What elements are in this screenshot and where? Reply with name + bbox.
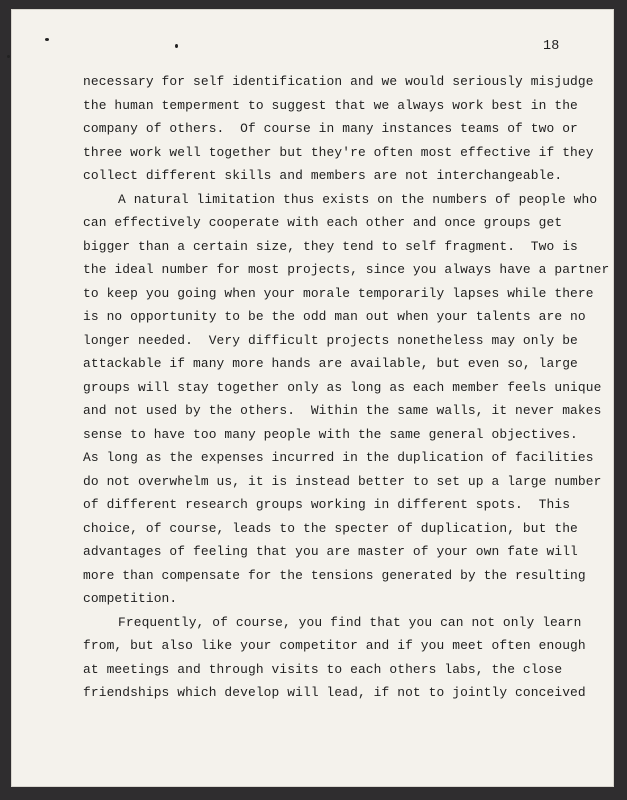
ink-speck [7, 55, 10, 58]
text-line: is no opportunity to be the odd man out when your talents are no [83, 309, 586, 324]
text-line: sense to have too many people with the same general objectives. [83, 427, 578, 442]
text-line: groups will stay together only as long as each member feels unique [83, 380, 602, 395]
document-page [11, 9, 614, 787]
text-line: and not used by the others. Within the same walls, it never makes [83, 403, 602, 418]
text-line: competition. [83, 591, 178, 606]
text-line: attackable if many more hands are available, but even so, large [83, 356, 578, 371]
text-line: the human temperment to suggest that we always work best in the [83, 98, 578, 113]
text-line: friendships which develop will lead, if not to jointly conceived [83, 685, 586, 700]
text-line: As long as the expenses incurred in the duplication of facilities [83, 450, 594, 465]
text-line: can effectively cooperate with each other and once groups get [83, 215, 563, 230]
text-line: Frequently, of course, you find that you can not only learn [118, 615, 582, 630]
text-line: bigger than a certain size, they tend to self fragment. Two is [83, 239, 578, 254]
text-line: of different research groups working in different spots. This [83, 497, 571, 512]
text-line: do not overwhelm us, it is instead better to set up a large number [83, 474, 602, 489]
text-line: collect different skills and members are not interchangeable. [83, 168, 563, 183]
text-line: company of others. Of course in many instances teams of two or [83, 121, 578, 136]
text-line: three work well together but they're often most effective if they [83, 145, 594, 160]
text-line: choice, of course, leads to the specter of duplication, but the [83, 521, 578, 536]
text-line: the ideal number for most projects, since you always have a partner [83, 262, 610, 277]
text-line: necessary for self identification and we would seriously misjudge [83, 74, 594, 89]
page-number: 18 [543, 39, 560, 54]
text-line: to keep you going when your morale temporarily lapses while there [83, 286, 594, 301]
text-line: advantages of feeling that you are master of your own fate will [83, 544, 578, 559]
text-line: A natural limitation thus exists on the numbers of people who [118, 192, 598, 207]
ink-speck [175, 44, 178, 48]
text-line: at meetings and through visits to each others labs, the close [83, 662, 563, 677]
text-line: from, but also like your competitor and if you meet often enough [83, 638, 586, 653]
text-line: more than compensate for the tensions generated by the resulting [83, 568, 586, 583]
text-line: longer needed. Very difficult projects nonetheless may only be [83, 333, 578, 348]
